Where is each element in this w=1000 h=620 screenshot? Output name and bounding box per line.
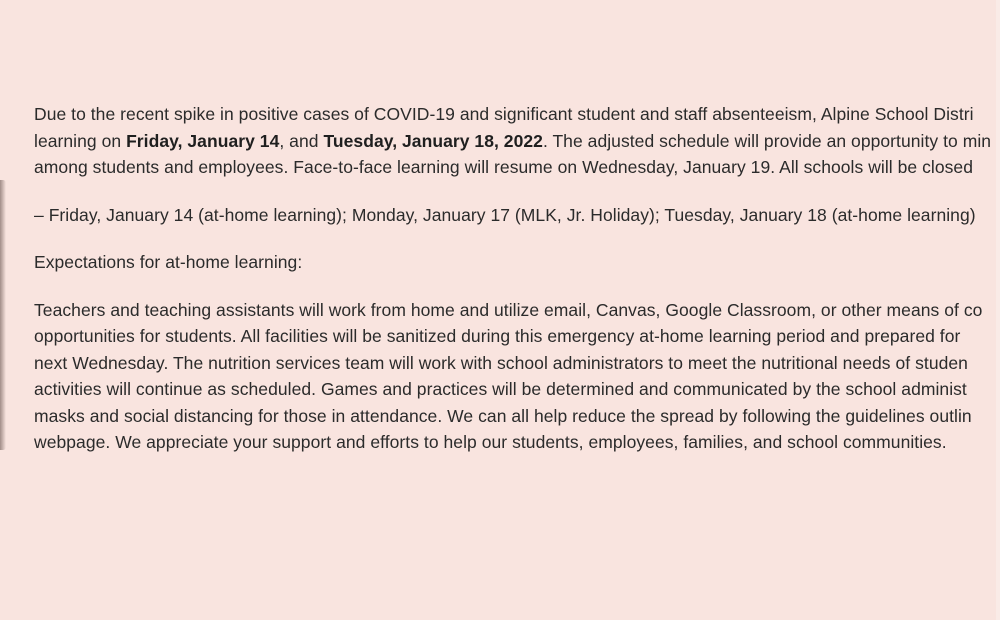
expectations-line-1: Teachers and teaching assistants will work from home and utilize email, Canvas, Google Classroom, or other means of co xyxy=(34,299,983,320)
expectations-line-5: masks and social distancing for those in attendance. We can all help reduce the spread by following the guidelines outlin xyxy=(34,405,972,426)
expectations-line-6: webpage. We appreciate your support and efforts to help our students, employees, families, and school communities. xyxy=(34,432,947,452)
expectations-line-4: activities will continue as scheduled. Games and practices will be determined and communicated by the school administ xyxy=(34,379,967,399)
expectations-line-3: next Wednesday. The nutrition services team will work with school administrators to meet the nutritional needs of studen xyxy=(34,352,968,373)
expectations-line-2: opportunities for students. All facilities will be sanitized during this emergency at-home learning period and prepared for xyxy=(34,326,961,346)
intro-line-3: among students and employees. Face-to-face learning will resume on Wednesday, January 19. All schools will be closed xyxy=(34,157,973,177)
date-tuesday-bold: Tuesday, January 18, 2022 xyxy=(323,130,543,151)
expectations-paragraph xyxy=(34,297,1000,456)
expectations-heading: Expectations for at-home learning: xyxy=(34,252,303,272)
intro-line-1: Due to the recent spike in positive cases of COVID-19 and significant student and staff absenteeism, Alpine School Distri xyxy=(34,104,974,124)
intro-line-2-mid: , and xyxy=(279,130,324,151)
schedule-line: – Friday, January 14 (at-home learning); Monday, January 17 (MLK, Jr. Holiday); Tuesday, January 18 (at-home learning) xyxy=(34,204,976,225)
intro-line-2 xyxy=(34,128,1000,155)
announcement-body xyxy=(34,101,1000,456)
intro-line-2-pre: learning on xyxy=(34,130,127,151)
intro-line-2-post: . The adjusted schedule will provide an opportunity to min xyxy=(542,130,992,151)
date-friday-bold: Friday, January 14 xyxy=(126,130,280,151)
page-edge-shadow xyxy=(0,180,6,450)
announcement-paragraph-intro xyxy=(34,101,1000,181)
